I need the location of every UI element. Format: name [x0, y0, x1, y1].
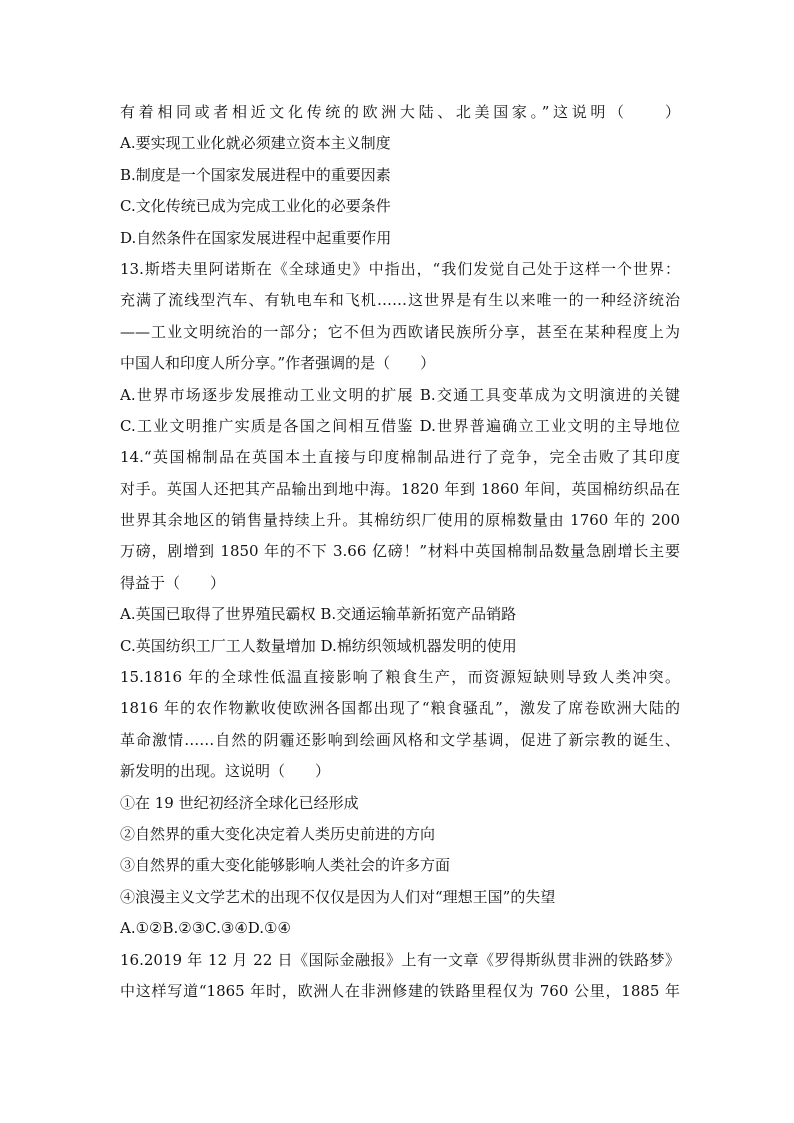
option-line: A.世界市场逐步发展推动工业文明的扩展 B.交通工具变革成为文明演进的关键 [120, 385, 680, 404]
text-line: 得益于（ ） [120, 573, 226, 592]
question-15-line: 15.1816 年的全球性低温直接影响了粮食生产，而资源短缺则导致人类冲突。 [120, 668, 680, 687]
text-line: 万磅，剧增到 1850 年的不下 3.66 亿磅！”材料中英国棉制品数量急剧增长主要 [120, 542, 680, 561]
question-14-line: 14.“英国棉制品在英国本土直接与印度棉制品进行了竞争，完全击败了其印度 [120, 448, 680, 467]
text-line: 新发明的出现。这说明（ ） [120, 762, 331, 781]
text-line: 世界其余地区的销售量持续上升。其棉纺织厂使用的原棉数量由 1760 年的 200 [120, 511, 680, 530]
text-line: 革命激情……自然的阴霾还影响到绘画风格和文学基调，促进了新宗教的诞生、 [120, 730, 680, 749]
option-line: B.制度是一个国家发展进程中的重要因素 [120, 165, 391, 184]
text-line: 中国人和印度人所分享。”作者强调的是（ ） [120, 354, 436, 373]
statement-line: ①在 19 世纪初经济全球化已经形成 [120, 793, 359, 812]
option-line: A.英国已取得了世界殖民霸权 B.交通运输革新拓宽产品销路 [120, 605, 517, 624]
text-line: 对手。英国人还把其产品输出到地中海。1820 年到 1860 年间，英国棉纺织品在 [120, 479, 680, 498]
statement-line: ②自然界的重大变化决定着人类历史前进的方向 [120, 824, 436, 843]
text-body [120, 97, 680, 1007]
text-line: 有着相同或者相近文化传统的欧洲大陆、北美国家。”这说明（ ） [120, 103, 680, 121]
option-line: A.要实现工业化就必须建立资本主义制度 [120, 134, 391, 153]
option-line: C.英国纺织工厂工人数量增加 D.棉纺织领域机器发明的使用 [120, 636, 517, 655]
question-16-line: 16.2019 年 12 月 22 日《国际金融报》上有一文章《罗得斯纵贯非洲的铁路梦》 [120, 950, 680, 969]
text-line: 中这样写道“1865 年时，欧洲人在非洲修建的铁路里程仅为 760 公里，1885 年 [120, 981, 680, 1000]
text-line: 1816 年的农作物歉收使欧洲各国都出现了“粮食骚乱”，激发了席卷欧洲大陆的 [120, 699, 680, 718]
option-line: C.文化传统已成为完成工业化的必要条件 [120, 197, 391, 216]
text-line: 充满了流线型汽车、有轨电车和飞机……这世界是有生以来唯一的一种经济统治 [120, 291, 680, 310]
statement-line: ③自然界的重大变化能够影响人类社会的许多方面 [120, 856, 451, 875]
option-line: A.①②B.②③C.③④D.①④ [120, 919, 291, 938]
option-line: C.工业文明推广实质是各国之间相互借鉴 D.世界普遍确立工业文明的主导地位 [120, 416, 680, 435]
option-line: D.自然条件在国家发展进程中起重要作用 [120, 228, 392, 247]
question-13-line: 13.斯塔夫里阿诺斯在《全球通史》中指出，“我们发觉自己处于这样一个世界： [120, 259, 680, 278]
text-line: ——工业文明统治的一部分；它不但为西欧诸民族所分享，甚至在某种程度上为 [120, 322, 680, 341]
statement-line: ④浪漫主义文学艺术的出现不仅仅是因为人们对“理想王国”的失望 [120, 887, 556, 906]
